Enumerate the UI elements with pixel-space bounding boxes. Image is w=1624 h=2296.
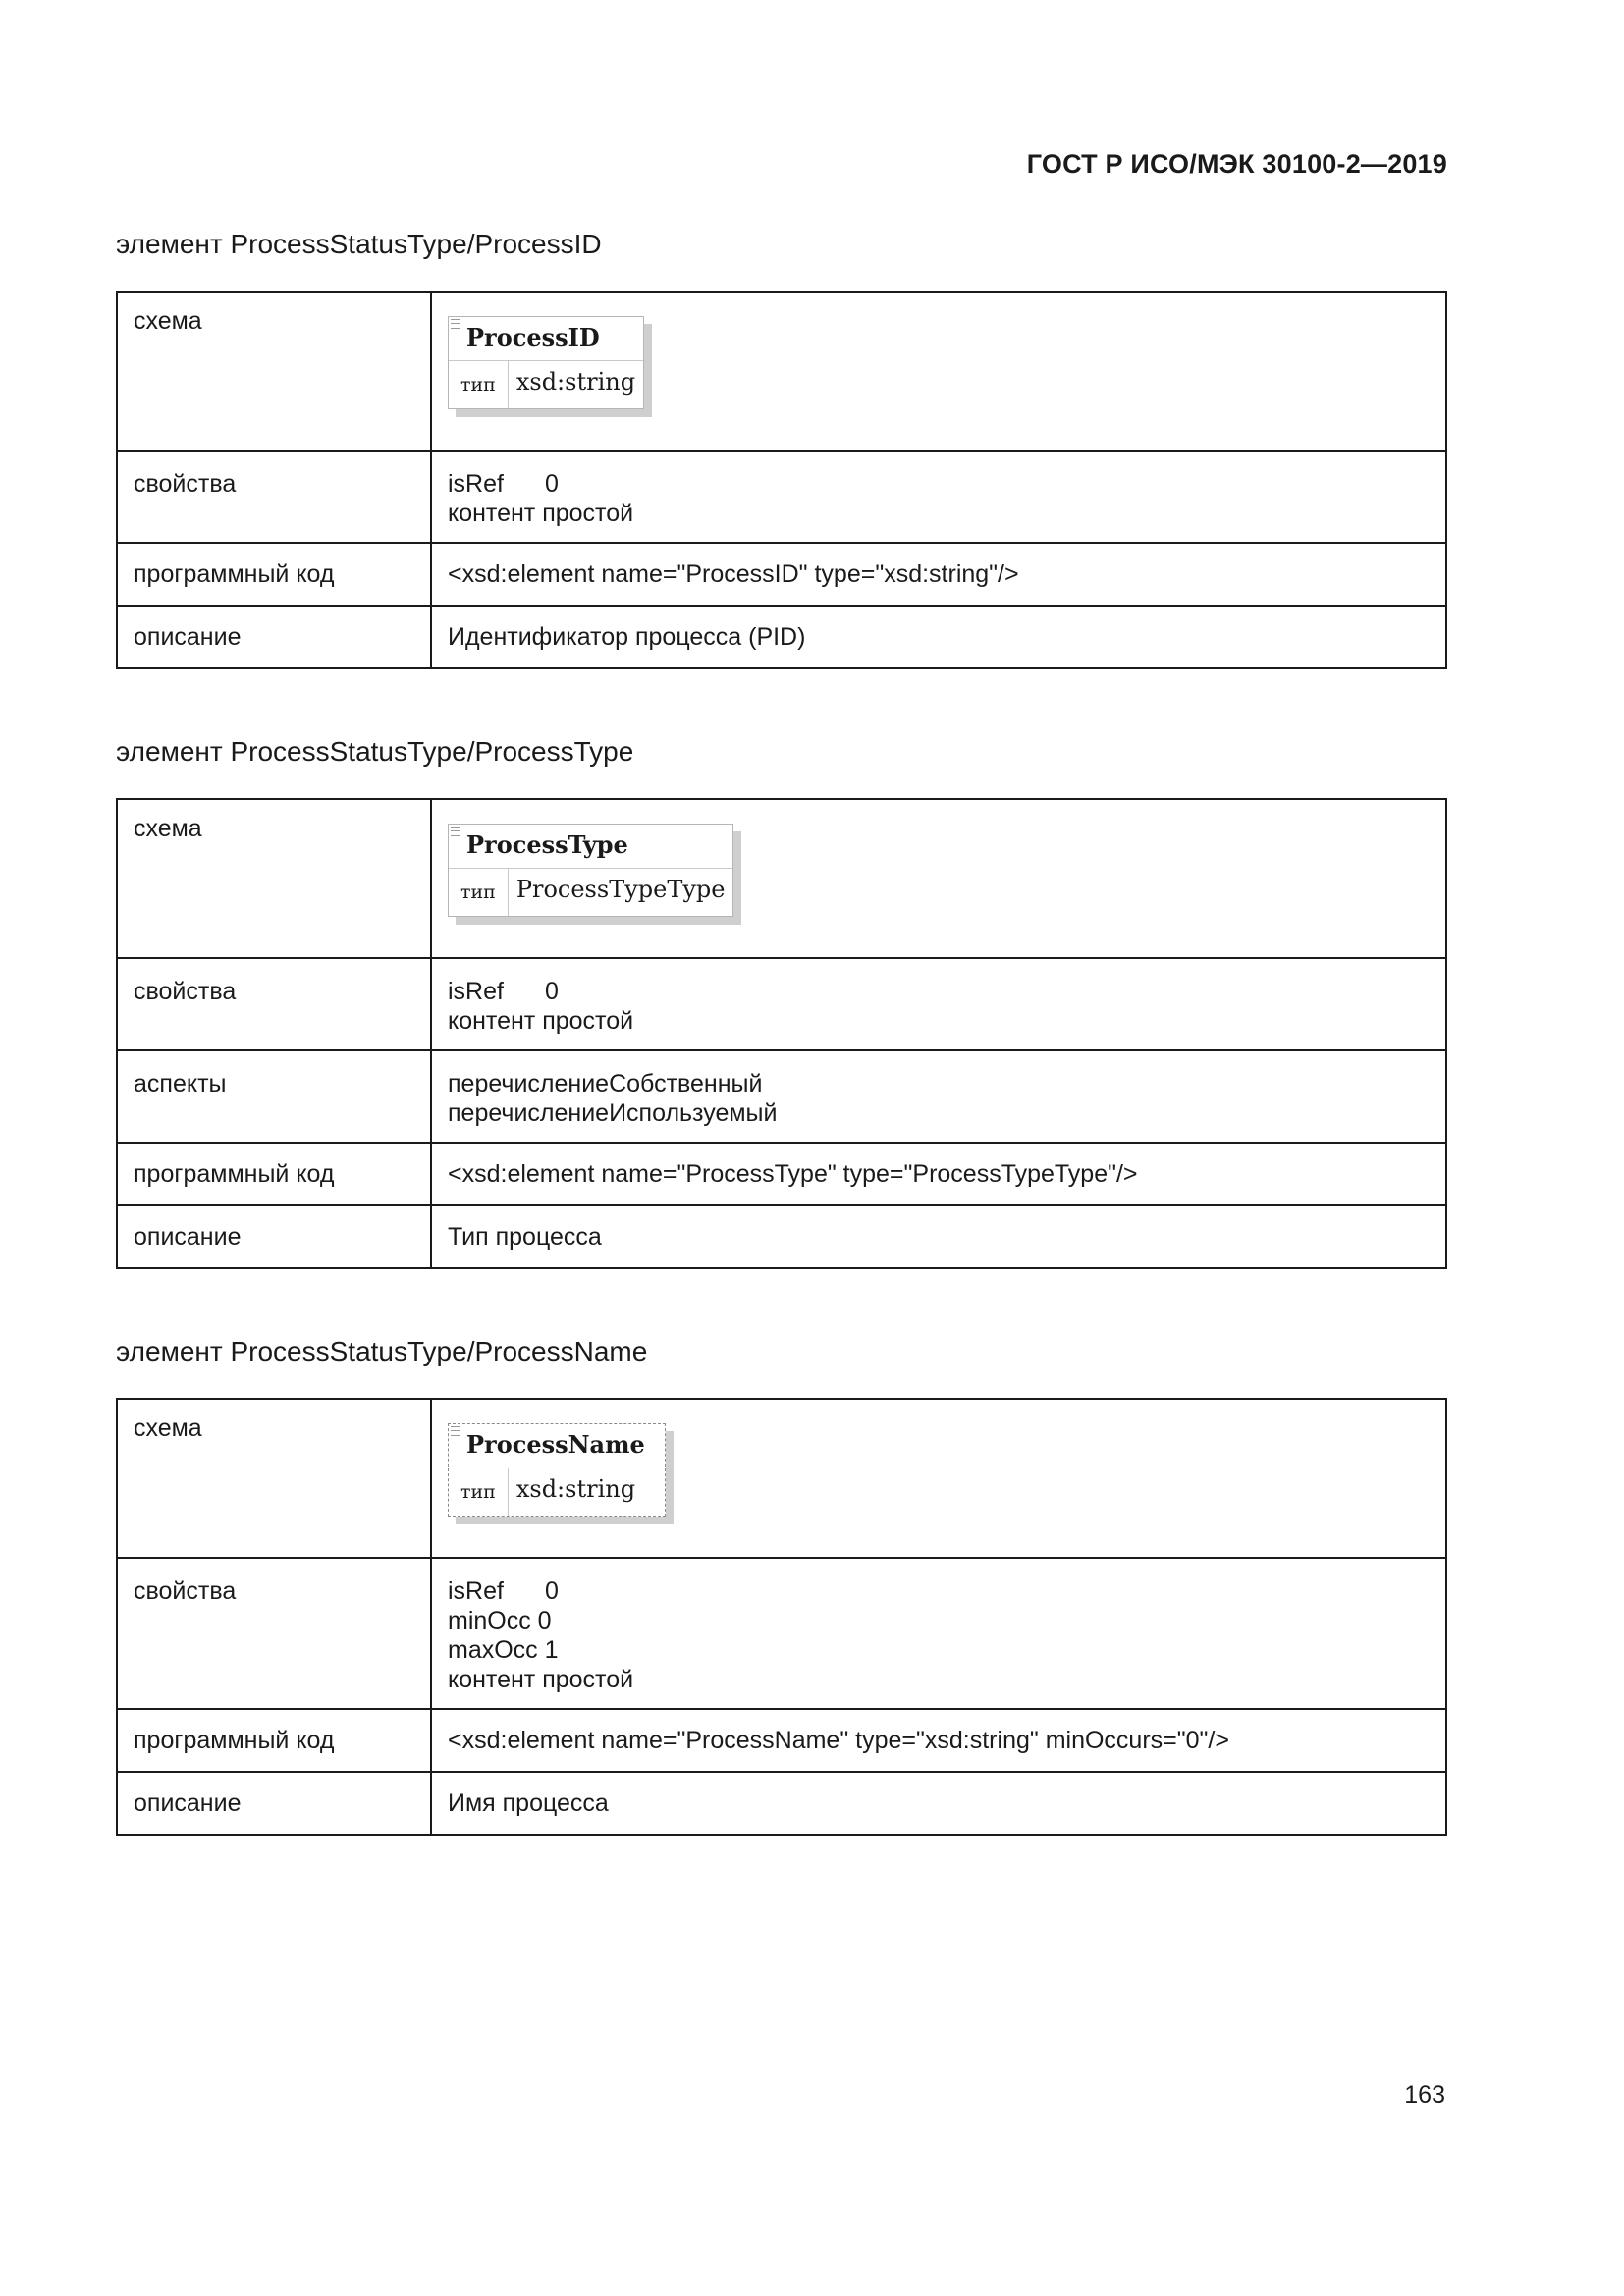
schema-cell [431,1399,1446,1558]
section-title: элемент ProcessStatusType/ProcessID [116,229,602,259]
row-label: аспекты [117,1050,431,1143]
spec-table [116,1398,1447,1836]
row-label: свойства [117,958,431,1050]
prop-key: isRef [448,978,504,1005]
code-cell: <xsd:element name="ProcessName" type="xsd:string" minOccurs="0"/> [431,1709,1446,1772]
element-icon [451,827,460,836]
code-cell: <xsd:element name="ProcessType" type="ProcessTypeType"/> [431,1143,1446,1205]
row-label: свойства [117,1558,431,1709]
row-label: схема [117,292,431,451]
spec-table [116,798,1447,1269]
code-row [117,1709,1446,1772]
facet-key: перечисление [448,1099,610,1127]
document-header: ГОСТ Р ИСО/МЭК 30100-2—2019 [1026,149,1447,179]
description-cell: Идентификатор процесса (PID) [431,606,1446,668]
code-cell: <xsd:element name="ProcessID" type="xsd:string"/> [431,543,1446,606]
facet-value: Используемый [609,1099,778,1127]
description-row [117,1205,1446,1268]
properties-cell [431,958,1446,1050]
prop-content: контент простой [448,1666,634,1693]
schema-row [117,1399,1446,1558]
prop-key: isRef [448,1577,504,1605]
row-label: программный код [117,1709,431,1772]
description-cell: Имя процесса [431,1772,1446,1835]
code-row [117,543,1446,606]
element-icon [451,1426,460,1436]
section-process-id [116,228,1447,669]
spec-table [116,291,1447,669]
facet-key: перечисление [448,1070,610,1097]
prop-key: isRef [448,470,504,498]
type-value: xsd:string [515,368,636,396]
prop-maxocc: maxOcc 1 [448,1636,559,1664]
element-diagram [448,316,644,409]
prop-value: 0 [544,470,559,498]
description-row [117,1772,1446,1835]
type-value: xsd:string [515,1475,636,1503]
facets-row [117,1050,1446,1143]
properties-row [117,1558,1446,1709]
row-label: схема [117,1399,431,1558]
description-cell: Тип процесса [431,1205,1446,1268]
type-label: тип [449,361,509,408]
row-label: схема [117,799,431,958]
page-number: 163 [1404,2081,1445,2109]
prop-value: 0 [544,978,559,1005]
schema-cell [431,292,1446,451]
row-label: описание [117,1205,431,1268]
row-label: описание [117,606,431,668]
element-icon [451,319,460,329]
schema-row [117,799,1446,958]
row-label: свойства [117,451,431,543]
prop-value: 0 [544,1577,559,1605]
code-row [117,1143,1446,1205]
properties-row [117,451,1446,543]
properties-row [117,958,1446,1050]
facets-cell [431,1050,1446,1143]
row-label: программный код [117,543,431,606]
row-label: программный код [117,1143,431,1205]
type-label: тип [449,1468,509,1516]
element-diagram [448,824,733,917]
properties-cell [431,451,1446,543]
element-name: ProcessID [466,323,600,351]
prop-content: контент простой [448,1007,634,1035]
section-title: элемент ProcessStatusType/ProcessName [116,1336,648,1366]
schema-cell [431,799,1446,958]
element-name: ProcessName [466,1430,645,1459]
prop-minocc: minOcc 0 [448,1607,552,1634]
schema-row [117,292,1446,451]
description-row [117,606,1446,668]
section-process-type [116,735,1447,1269]
properties-cell [431,1558,1446,1709]
row-label: описание [117,1772,431,1835]
section-process-name [116,1335,1447,1836]
element-name: ProcessType [466,830,628,859]
facet-value: Собственный [609,1070,763,1097]
prop-content: контент простой [448,500,634,527]
element-diagram [448,1423,666,1517]
type-label: тип [449,869,509,916]
section-title: элемент ProcessStatusType/ProcessType [116,736,634,767]
type-value: ProcessTypeType [515,876,726,903]
